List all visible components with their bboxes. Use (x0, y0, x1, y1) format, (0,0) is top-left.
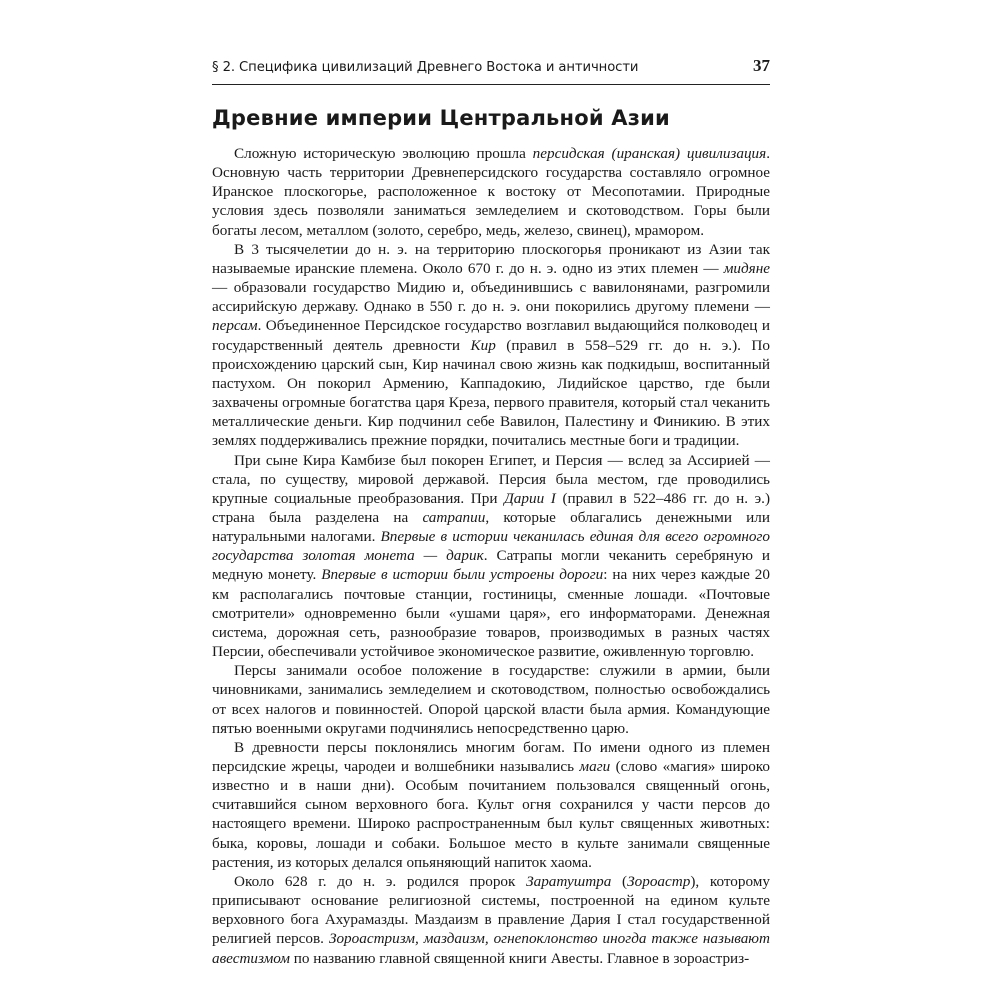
text-run: — образовали государство Мидию и, объединившись с вавилонянами, разгромили ассирийскую державу. Однако в 550 г. до н. э. они покорились другому племени — (212, 279, 770, 316)
text-run: . Основную часть территории Древнеперсидского государства составляло огромное Иранское плоскогорье, расположенное к востоку от Месопотамии. Природные условия здесь позволяли заниматься земледелием и скотоводством. Горы были богаты лесом, металлом (золото, серебро, медь, железо, свинец), мрамором. (212, 145, 770, 239)
paragraph-4 (212, 661, 770, 738)
italic-term: Заратуштра (526, 872, 612, 890)
text-run: ( (611, 872, 628, 890)
italic-term: маги (579, 758, 611, 775)
italic-term: Зороастр (627, 872, 691, 890)
italic-term: Впервые в истории чеканилась единая для всего огромного государства золотая монета — дарик (212, 528, 770, 565)
running-head-title: § 2. Специфика цивилизаций Древнего Востока и античности (212, 60, 639, 75)
paragraph-5 (212, 738, 770, 872)
text-run: При сыне Кира Камбизе был покорен Египет, и Персия — вслед за Ассирией — стала, по существу, мировой державой. Персия была местом, где проводились крупные социальные преобразования. При (212, 451, 770, 507)
text-run: , которые облагались денежными или натуральными налогами. (212, 508, 770, 546)
italic-term: персам (212, 317, 258, 335)
running-head (212, 56, 770, 85)
paragraph-1 (212, 144, 770, 240)
section-title: Древние империи Центральной Азии (212, 106, 670, 130)
italic-term: Дарии I (504, 489, 556, 507)
text-run: (правил в 558–529 гг. до н. э.). По происхождению царский сын, Кир начинал свою жизнь как подкидыш, воспитанный пастухом. Он покорил Армению, Каппадокию, Лидийское царство, где были захвачены огромные богатства царя Креза, первого правителя, который стал чеканить металлические деньги. Кир подчинил себе Вавилон, Палестину и Финикию. В этих землях поддерживались прежние порядки, почитались местные боги и традиции. (212, 336, 770, 450)
book-page (212, 56, 770, 968)
text-run: . Объединенное Персидское государство возглавил выдающийся полководец и государственный деятель древности (212, 317, 770, 354)
paragraph-2 (212, 240, 770, 451)
text-run: Персы занимали особое положение в государстве: служили в армии, были чиновниками, занимались земледелием и скотоводством, полностью освобождались от всех налогов и повинностей. Опорой царской власти была армия. Командующие пятью военными округами подчинялись непосредственно царю. (212, 662, 770, 737)
text-run: Около 628 г. до н. э. родился пророк (234, 872, 527, 890)
text-run: (слово «магия» широко известно и в наши дни). Особым почитанием пользовался священный огонь, считавшийся сыном верховного бога. Культ огня сохранился у части персов до настоящего времени. Широко распространенным был культ священных животных: быка, коровы, лошади и собаки. Большое место в культе занимали священные растения, из которых делался опьяняющий напиток хаома. (212, 758, 770, 871)
text-run: В древности персы поклонялись многим богам. По имени одного из племен персидские жрецы, чародеи и волшебники назывались (212, 738, 770, 775)
page-number: 37 (753, 56, 770, 75)
italic-term: персидская (иранская) цивилизация (532, 145, 767, 162)
italic-term: Впервые в истории были устроены дороги (321, 566, 604, 584)
text-run: (правил в 522–486 гг. до н. э.) страна была разделена на (212, 489, 771, 526)
italic-term: мидяне (723, 259, 770, 277)
italic-term: сатрапии (422, 508, 486, 526)
text-run: по названию главной священной книги Авесты. Главное в зороастриз- (289, 949, 750, 967)
body-text (212, 144, 770, 968)
italic-term: Кир (470, 336, 496, 354)
paragraph-6 (212, 872, 770, 968)
text-run: Сложную историческую эволюцию прошла (234, 145, 533, 162)
text-run: ), которому приписывают основание религиозной системы, построенной на едином культе верховного бога Ахурамазды. Маздаизм в правление Дария I стал государственной религией персов. (212, 872, 770, 948)
text-run: В 3 тысячелетии до н. э. на территорию плоскогорья проникают из Азии так называемые иранские племена. Около 670 г. до н. э. одно из этих племен — (212, 240, 770, 277)
italic-term: Зороастризм, маздаизм, огнепоклонство иногда также называют авестизмом (212, 930, 770, 967)
paragraph-3 (212, 451, 770, 662)
text-run: : на них через каждые 20 км располагались почтовые станции, гостиницы, сменные лошади. «Почтовые смотрители» одновременно были «ушами царя», его информаторами. Денежная система, дорожная сеть, разнообразие товаров, производимых в разных частях Персии, обеспечивали устойчивое экономическое развитие, оживленную торговлю. (212, 566, 770, 661)
text-run: . Сатрапы могли чеканить серебряную и медную монету. (212, 547, 771, 584)
